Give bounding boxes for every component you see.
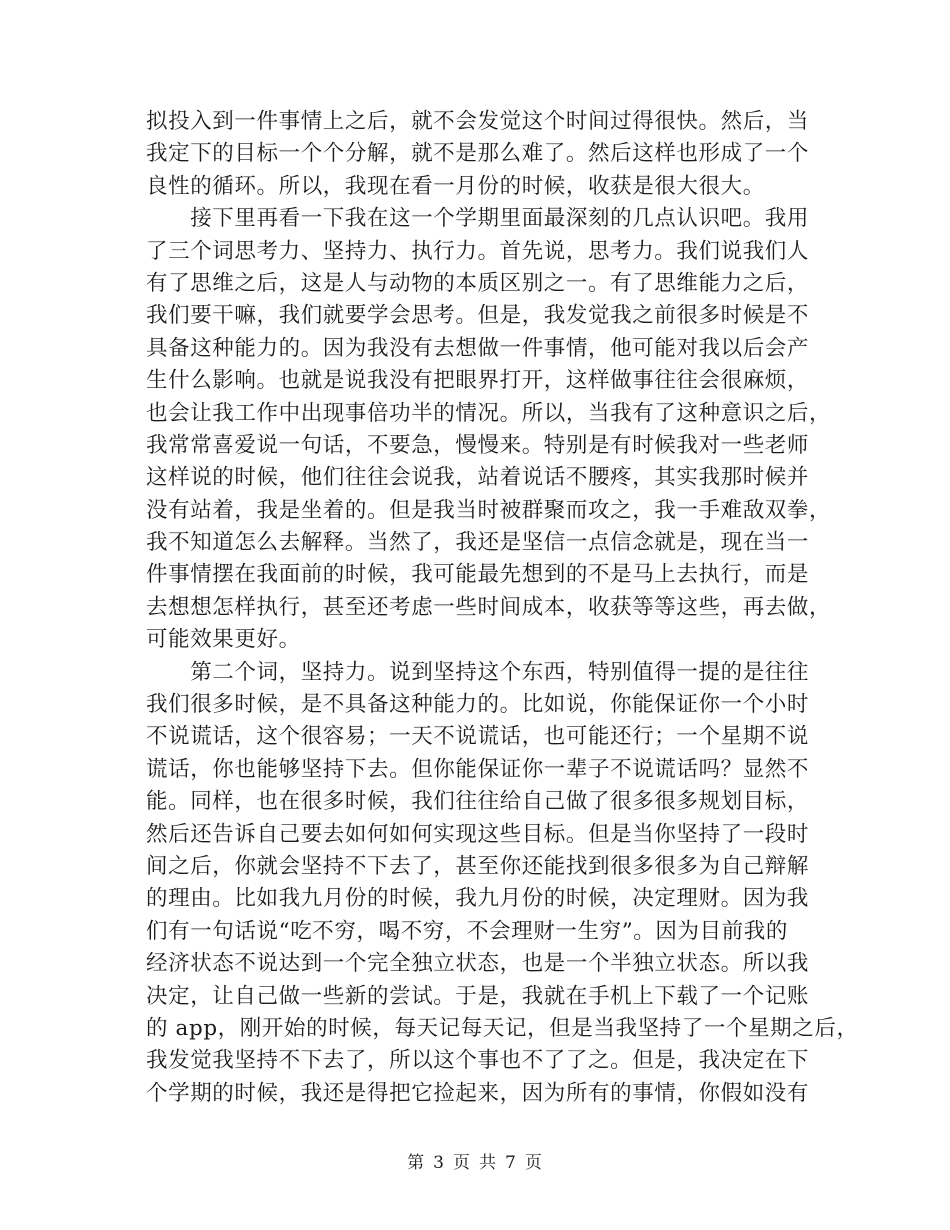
text-line: 我常常喜爱说一句话，不要急，慢慢来。特别是有时候我对一些老师 <box>146 432 810 458</box>
text-line: 了三个词思考力、坚持力、执行力。首先说，思考力。我们说我们人 <box>146 238 810 264</box>
page-total: 7 <box>505 1153 517 1173</box>
text-line: 可能效果更好。 <box>146 627 301 653</box>
text-line: 具备这种能力的。因为我没有去想做一件事情，他可能对我以后会产 <box>146 335 810 361</box>
text-line: 的 app，刚开始的时候，每天记每天记，但是当我坚持了一个星期之后， <box>146 1015 859 1041</box>
footer-page-label: 页 <box>453 1153 471 1173</box>
footer-suffix: 页 <box>524 1153 543 1173</box>
text-line: 也会让我工作中出现事倍功半的情况。所以，当我有了这种意识之后， <box>146 400 832 426</box>
text-line: 生什么影响。也就是说我没有把眼界打开，这样做事往往会很麻烦， <box>146 368 810 394</box>
text-line: 接下里再看一下我在这一个学期里面最深刻的几点认识吧。我用 <box>146 206 810 232</box>
text-line: 第二个词，坚持力。说到坚持这个东西，特别值得一提的是往往 <box>146 659 810 685</box>
body-text <box>146 106 859 1110</box>
text-line: 有了思维之后，这是人与动物的本质区别之一。有了思维能力之后， <box>146 270 810 296</box>
text-line: 谎话，你也能够坚持下去。但你能保证你一辈子不说谎话吗？显然不 <box>146 756 810 782</box>
page-number: 3 <box>433 1153 445 1173</box>
text-line: 我们很多时候，是不具备这种能力的。比如说，你能保证你一个小时 <box>146 692 810 718</box>
page-footer <box>0 1148 950 1173</box>
text-line: 我发觉我坚持不下去了，所以这个事也不了了之。但是，我决定在下 <box>146 1048 810 1074</box>
text-line: 我不知道怎么去解释。当然了，我还是坚信一点信念就是，现在当一 <box>146 530 810 556</box>
text-line: 的理由。比如我九月份的时候，我九月份的时候，决定理财。因为我 <box>146 886 810 912</box>
footer-prefix: 第 <box>407 1153 426 1173</box>
text-line: 件事情摆在我面前的时候，我可能最先想到的不是马上去执行，而是 <box>146 562 810 588</box>
text-line: 去想想怎样执行，甚至还考虑一些时间成本，收获等等这些，再去做， <box>146 594 832 620</box>
text-line: 间之后，你就会坚持不下去了，甚至你还能找到很多很多为自己辩解 <box>146 853 810 879</box>
text-line: 经济状态不说达到一个完全独立状态，也是一个半独立状态。所以我 <box>146 951 810 977</box>
text-line: 良性的循环。所以，我现在看一月份的时候，收获是很大很大。 <box>146 173 765 199</box>
text-line: 能。同样，也在很多时候，我们往往给自己做了很多很多规划目标， <box>146 789 810 815</box>
text-line: 这样说的时候，他们往往会说我，站着说话不腰疼，其实我那时候并 <box>146 465 810 491</box>
text-line: 拟投入到一件事情上之后，就不会发觉这个时间过得很快。然后，当 <box>146 109 810 134</box>
text-line: 我定下的目标一个个分解，就不是那么难了。然后这样也形成了一个 <box>146 141 810 167</box>
text-line: 不说谎话，这个很容易；一天不说谎话，也可能还行；一个星期不说 <box>146 724 810 750</box>
text-line: 决定，让自己做一些新的尝试。于是，我就在手机上下载了一个记账 <box>146 983 810 1009</box>
footer-total-label: 共 <box>479 1153 497 1173</box>
text-line: 没有站着，我是坐着的。但是我当时被群聚而攻之，我一手难敌双拳， <box>146 497 832 523</box>
text-line: 然后还告诉自己要去如何如何实现这些目标。但是当你坚持了一段时 <box>146 821 810 847</box>
text-line: 个学期的时候，我还是得把它捡起来，因为所有的事情，你假如没有 <box>146 1080 810 1106</box>
text-line: 们有一句话说“吃不穷，喝不穷，不会理财一生穷”。因为目前我的 <box>146 918 788 944</box>
text-line: 我们要干嘛，我们就要学会思考。但是，我发觉我之前很多时候是不 <box>146 303 810 329</box>
